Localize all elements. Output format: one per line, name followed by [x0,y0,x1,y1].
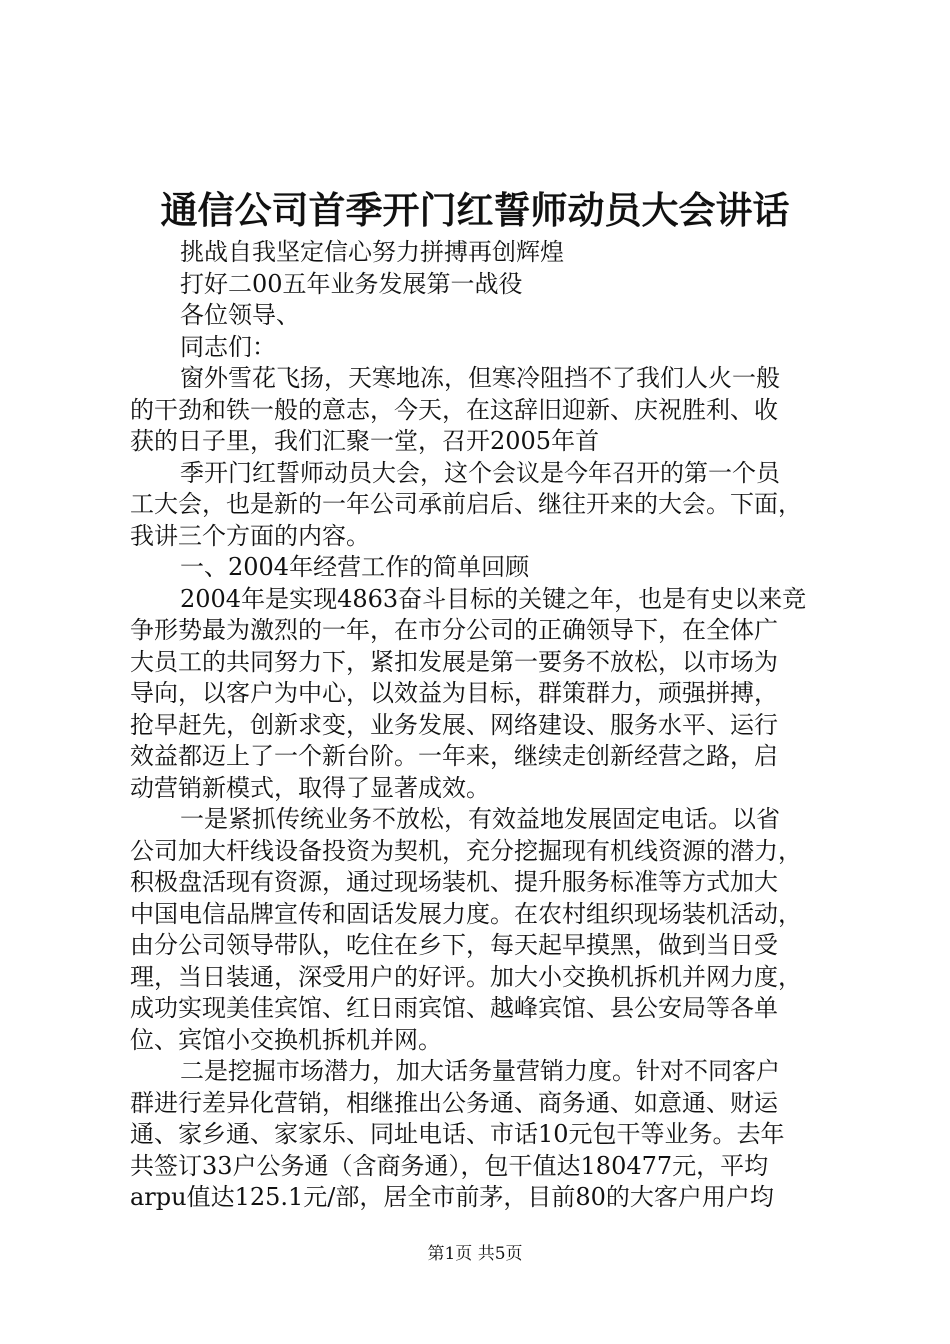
page-footer: 第1页 共5页 [427,1244,523,1264]
text-line: 共签订33户公务通（含商务通），包干值达180477元，平均 [130,1151,769,1180]
text-line: 获的日子里，我们汇聚一堂，召开2005年首 [130,427,600,455]
text-line: 由分公司领导带队，吃住在乡下，每天起早摸黑，做到当日受 [130,931,778,959]
text-line: 动营销新模式，取得了显著成效。 [130,773,490,802]
text-line: 二是挖掘市场潜力，加大话务量营销力度。针对不同客户 [180,1057,780,1085]
text-line: 公司加大杆线设备投资为契机，充分挖掘现有机线资源的潜力， [130,836,802,865]
text-line: 窗外雪花飞扬，天寒地冻，但寒冷阻挡不了我们人火一般 [180,364,780,392]
text-line: 抢早赶先，创新求变，业务发展、网络建设、服务水平、运行 [130,710,778,739]
text-line: 通、家乡通、家家乐、同址电话、市话10元包干等业务。去年 [130,1120,785,1148]
text-line: 一是紧抓传统业务不放松，有效益地发展固定电话。以省 [180,805,780,833]
text-line: 积极盘活现有资源，通过现场装机、提升服务标准等方式加大 [130,868,778,896]
text-line: 各位领导、 [180,301,300,329]
text-line: 成功实现美佳宾馆、红日雨宾馆、越峰宾馆、县公安局等各单 [130,994,778,1022]
text-line: 大员工的共同努力下，紧扣发展是第一要务不放松，以市场为 [130,647,778,676]
text-line: 中国电信品牌宣传和固话发展力度。在农村组织现场装机活动， [130,899,802,928]
text-line: 理，当日装通，深受用户的好评。加大小交换机拆机并网力度， [130,962,802,991]
text-line: 季开门红誓师动员大会，这个会议是今年召开的第一个员 [180,458,780,487]
document-title: 通信公司首季开门红誓师动员大会讲话 [160,188,790,232]
text-line: arpu值达125.1元/部，居全市前茅，目前80的大客户用户均 [130,1183,774,1211]
text-line: 同志们： [180,332,276,361]
text-line: 群进行差异化营销，相继推出公务通、商务通、如意通、财运 [130,1088,778,1117]
text-line: 我讲三个方面的内容。 [130,521,370,550]
text-line: 挑战自我坚定信心努力拼搏再创辉煌 [180,238,564,266]
text-line: 位、宾馆小交换机拆机并网。 [130,1025,442,1054]
text-line: 效益都迈上了一个新台阶。一年来，继续走创新经营之路，启 [130,742,778,770]
text-line: 一、2004年经营工作的简单回顾 [180,553,530,581]
text-line: 争形势最为激烈的一年，在市分公司的正确领导下，在全体广 [130,616,778,644]
text-line: 2004年是实现4863奋斗目标的关键之年，也是有史以来竞 [180,584,807,613]
text-line: 工大会，也是新的一年公司承前启后、继往开来的大会。下面， [130,490,802,518]
text-line: 打好二00五年业务发展第一战役 [180,269,523,298]
document-body [130,237,842,1214]
text-line: 导向，以客户为中心，以效益为目标，群策群力，顽强拼搏， [130,679,778,707]
text-line: 的干劲和铁一般的意志，今天，在这辞旧迎新、庆祝胜利、收 [130,395,778,424]
